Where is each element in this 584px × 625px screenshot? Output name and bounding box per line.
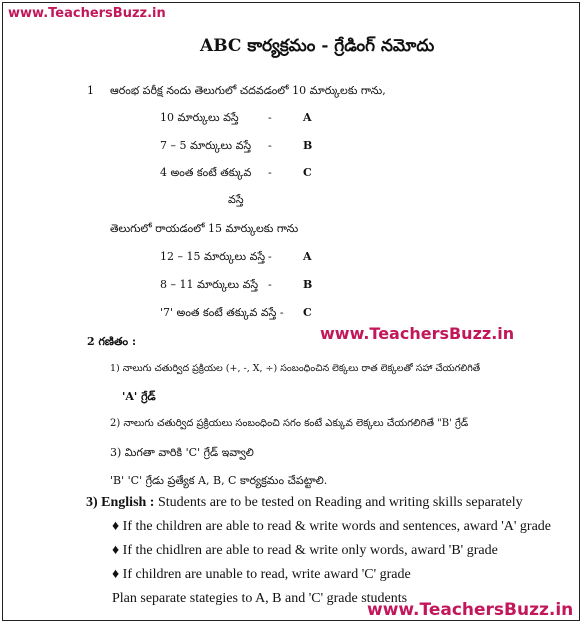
section3-line: [86, 495, 523, 511]
reading-grade-value: B: [303, 139, 313, 152]
watermark-bottom: www.TeachersBuzz.in: [367, 600, 574, 620]
reading-grade-dash: -: [268, 139, 272, 152]
reading-grade-dash: -: [268, 111, 272, 124]
writing-grade-label: 12 – 15 మార్కులు వస్తే: [160, 250, 266, 263]
writing-grade-value: B: [303, 278, 313, 291]
writing-grade-dash: -: [268, 278, 272, 291]
list-item-text: If the chidlren are able to read & write only words, award 'B' grade: [122, 543, 498, 558]
reading-grade-value: A: [303, 111, 312, 124]
writing-grade-label: 8 – 11 మార్కులు వస్తే: [160, 278, 259, 291]
reading-grade-tail: వస్తే: [228, 193, 244, 206]
writing-intro: తెలుగులో రాయడంలో 15 మార్కులకు గాను: [110, 222, 299, 235]
writing-grade-label: '7' అంత కంటే తక్కువ వస్తే -: [160, 306, 284, 319]
reading-grade-label: 10 మార్కులు వస్తే: [160, 111, 239, 124]
list-item: [112, 543, 498, 559]
section2-item3: 3) మిగతా వారికి 'C' గ్రేడ్ ఇవ్వాలి: [110, 446, 254, 459]
section1-number: 1: [87, 84, 94, 97]
bullet-icon: ♦: [112, 567, 120, 582]
list-item: [112, 567, 411, 583]
section2-item1: 1) నాలుగు చతుర్విద ప్రక్రియల (+, -, X, ÷) సంబంధించిన లెక్కలు రాత లెక్కలతో సహా చేయగలిగితే: [110, 363, 481, 374]
watermark-middle: www.TeachersBuzz.in: [320, 324, 515, 343]
reading-grade-dash: -: [268, 166, 272, 179]
section2-item2: 2) నాలుగు చతుర్విద ప్రక్రియలు సంబంధించి సగం కంటే ఎక్కువ లెక్కలు చేయగలిగితే "B' గ్రేడ్: [110, 418, 469, 429]
list-item: [112, 519, 551, 535]
list-item-text: If the children are able to read & write words and sentences, award 'A' grade: [122, 519, 552, 534]
section1-intro: ఆరంభ పరీక్ష నందు తెలుగులో చదవడంలో 10 మార్కులకు గాను,: [110, 84, 386, 97]
page-title: ABC కార్యక్రమం - గ్రేడింగ్ నమోదు: [200, 36, 435, 56]
list-item-text: If children are unable to read, write award 'C' grade: [122, 567, 411, 582]
section2-note: 'B' 'C' గ్రేడు ప్రత్యేక A, B, C కార్యక్రమం చేపట్టాలి.: [110, 474, 328, 487]
writing-grade-value: A: [303, 250, 312, 263]
section2-item1-grade: 'A' గ్రేడ్: [122, 390, 156, 403]
writing-grade-value: C: [303, 306, 312, 319]
section3-closing: Plan separate stategies to A, B and 'C' grade students: [112, 591, 408, 606]
bullet-icon: ♦: [112, 543, 120, 558]
reading-grade-value: C: [303, 166, 312, 179]
watermark-top: www.TeachersBuzz.in: [8, 6, 166, 21]
section2-heading: 2 గణితం :: [87, 335, 137, 348]
writing-grade-dash: -: [268, 250, 272, 263]
section3-intro: Students are to be tested on Reading and writing skills separately: [157, 495, 523, 510]
reading-grade-label: 7 – 5 మార్కులు వస్తే: [160, 139, 252, 152]
section3-heading: 3) English :: [86, 495, 155, 510]
reading-grade-label: 4 అంత కంటే తక్కువ: [160, 166, 252, 179]
bullet-icon: ♦: [112, 519, 120, 534]
